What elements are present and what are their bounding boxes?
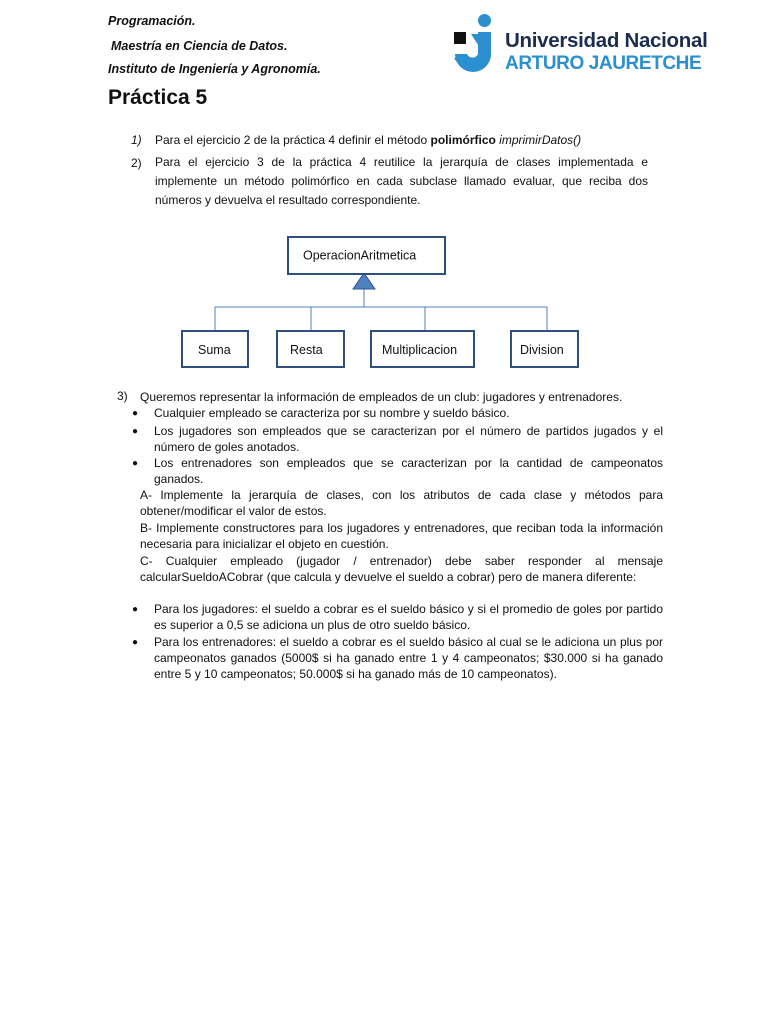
part-a-text: A- Implemente la jerarquía de clases, con los atributos de cada clase y métodos para obtener/modificar el valor de estos. <box>140 488 663 518</box>
exercise-3-number: 3) <box>117 389 128 403</box>
class-label-suma: Suma <box>198 343 231 357</box>
employee-bullet-1: Cualquier empleado se caracteriza por su nombre y sueldo básico. <box>154 406 510 420</box>
exercise-1-bold: polimórfico <box>430 133 496 147</box>
employee-bullet-3: Los entrenadores son empleados que se caracterizan por la cantidad de campeonatos ganados. <box>154 456 663 486</box>
header-course: Programación. <box>108 14 196 28</box>
class-label-resta: Resta <box>290 343 323 357</box>
part-b-text: B- Implemente constructores para los jugadores y entrenadores, que reciban toda la información necesaria para inicializar el objeto en cuestión. <box>140 521 663 551</box>
bullet-icon: ● <box>132 408 139 419</box>
bullet-icon: ● <box>132 458 139 469</box>
exercise-2-number: 2) <box>131 156 142 170</box>
logo-text-line2: ARTURO JAURETCHE <box>505 53 702 74</box>
class-label-parent: OperacionAritmetica <box>303 248 417 263</box>
header-program: Maestría en Ciencia de Datos. <box>111 39 288 53</box>
part-c-text: C- Cualquier empleado (jugador / entrenador) debe saber responder al mensaje calcularSueldoACobrar (que calcula y devuelve el sueldo a cobrar) pero de manera diferente: <box>140 554 663 584</box>
diagram-connectors <box>215 289 547 331</box>
salary-bullet-coaches: Para los entrenadores: el sueldo a cobrar es el sueldo básico al cual se le adiciona un plus por campeonatos ganados (5000$ si ha ganado entre 1 y 4 campeonatos; $30.000 si ha ganado entre 5 y 10 campeonatos; 50.000$ si ha ganado más de 10 campeonatos). <box>154 635 663 681</box>
employee-bullet-2: Los jugadores son empleados que se caracterizan por el número de partidos jugados y el número de goles anotados. <box>154 424 663 454</box>
exercise-1-number: 1) <box>131 133 142 147</box>
inheritance-arrow-icon <box>353 273 375 289</box>
logo-text-line1: Universidad Nacional <box>505 29 708 52</box>
header-institute: Instituto de Ingeniería y Agronomía. <box>108 62 321 76</box>
bullet-icon: ● <box>132 426 139 437</box>
page-title: Práctica 5 <box>108 86 208 109</box>
exercise-1-text-main: Para el ejercicio 2 de la práctica 4 definir el método <box>155 133 431 147</box>
exercise-3-intro: Queremos representar la información de empleados de un club: jugadores y entrenadores. <box>140 390 623 404</box>
class-hierarchy-diagram <box>0 0 768 400</box>
salary-bullet-players: Para los jugadores: el sueldo a cobrar es el sueldo básico y si el promedio de goles por partido es superior a 0,5 se adiciona un plus de otro sueldo básico. <box>154 602 663 632</box>
exercise-1-method: imprimirDatos() <box>499 133 582 147</box>
bullet-icon: ● <box>132 637 139 648</box>
bullet-icon: ● <box>132 604 139 615</box>
exercise-2-text: Para el ejercicio 3 de la práctica 4 reutilice la jerarquía de clases implementada e implemente un método polimórfico en cada subclase llamado evaluar, que reciba dos números y devuelva el resultado correspondiente. <box>155 155 648 207</box>
class-label-multiplicacion: Multiplicacion <box>382 343 458 357</box>
class-label-division: Division <box>520 343 564 357</box>
